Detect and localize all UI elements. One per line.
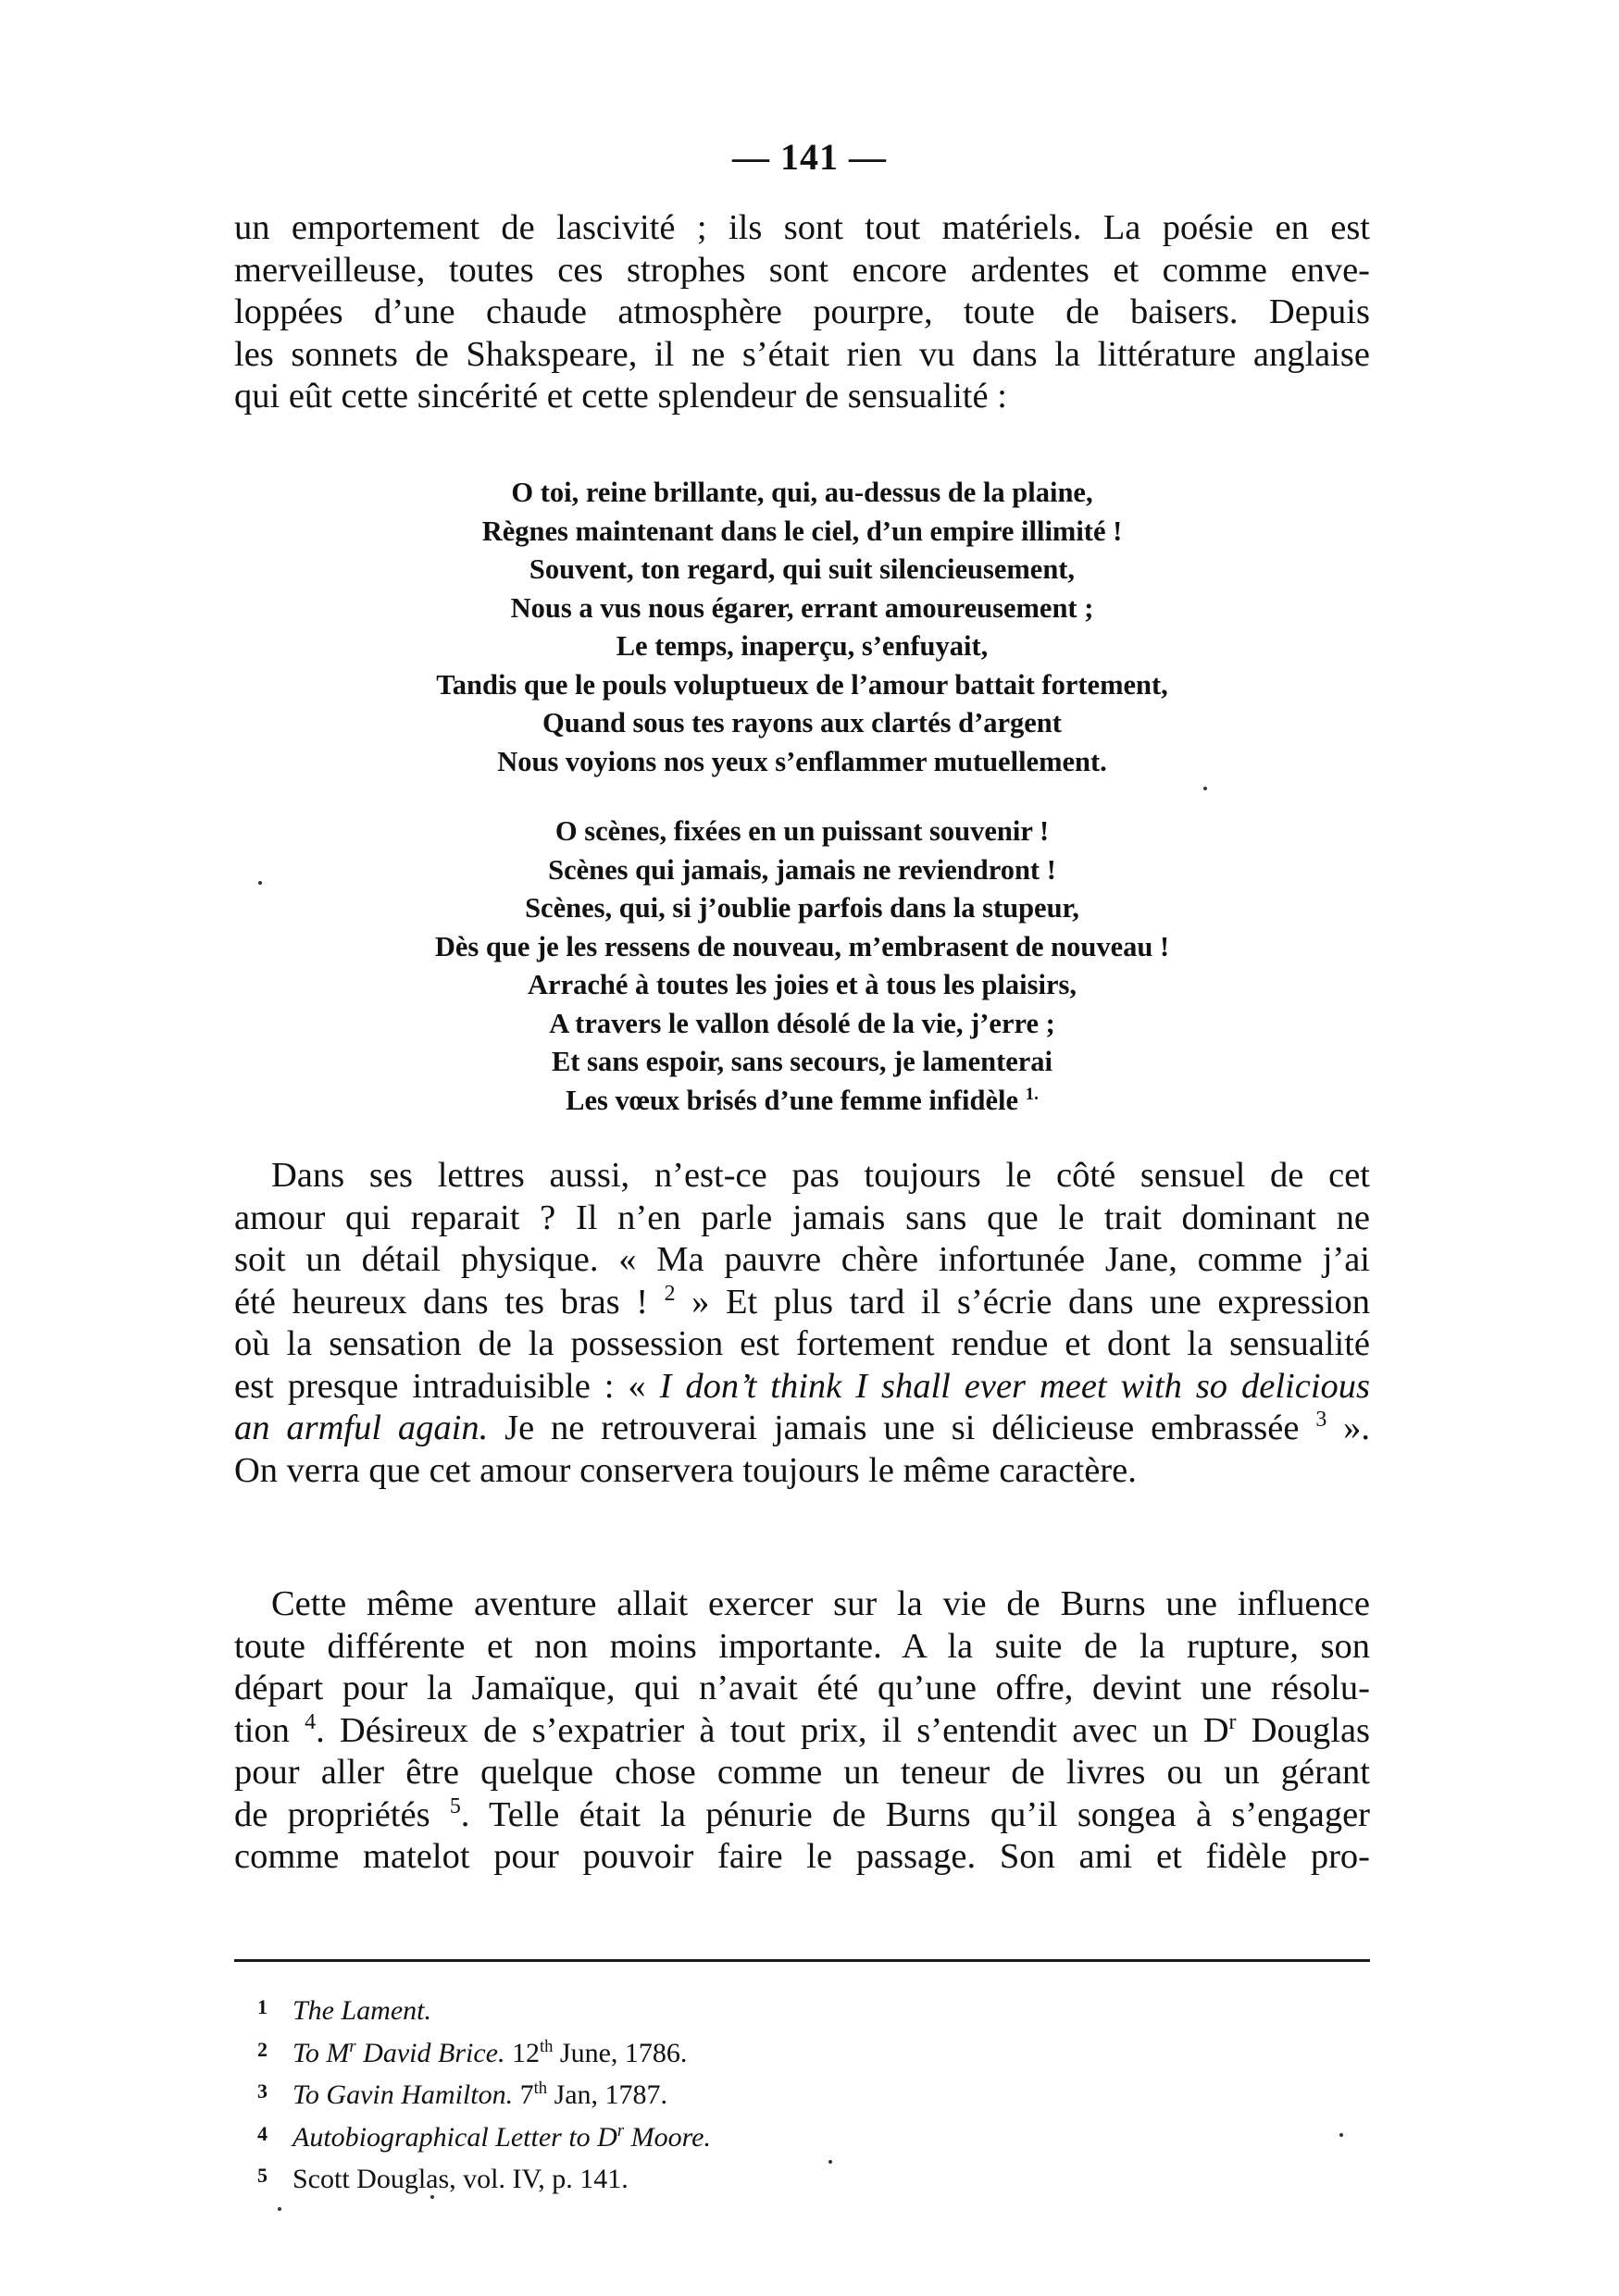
footnote-title: The Lament. [293, 1995, 431, 2026]
text-run: Je ne retrouverai jamais une si délicieuse embrassée [504, 1409, 1300, 1447]
paragraph-line: départ pour la Jamaïque, qui n’avait été qu’une offre, devint une résolu- [234, 1669, 1370, 1707]
page-number: — 141 — [732, 136, 887, 178]
footnote-title: David Brice. [363, 2037, 505, 2068]
footnote-number: 5 [257, 2164, 268, 2187]
footnote [257, 1988, 1368, 2030]
footnote [257, 2030, 1368, 2073]
paragraph-line: Cette même aventure allait exercer sur la vie de Burns une influence [271, 1584, 1370, 1623]
footnote-ref: 1. [1025, 1084, 1039, 1104]
poem-stanza-2 [234, 813, 1370, 1120]
paragraph-line: On verra que cet amour conservera toujours le même caractère. [234, 1450, 1137, 1490]
paragraph-line [234, 1710, 1370, 1753]
text-run: . Telle était la pénurie de Burns qu’il songea à s’engager [460, 1794, 1370, 1834]
verse-line: Scènes, qui, si j’oublie parfois dans la stupeur, [525, 892, 1079, 924]
text-run: Douglas [1251, 1710, 1371, 1750]
paragraph-2 [234, 1155, 1370, 1492]
paragraph-3 [234, 1583, 1370, 1879]
footnote [257, 2115, 1368, 2157]
verse-line: Règnes maintenant dans le ciel, d’un empire illimité ! [481, 515, 1123, 547]
superscript: th [539, 2036, 554, 2056]
text-run: . Désireux de s’expatrier à tout prix, il s’entendit avec un D [316, 1710, 1229, 1750]
scan-speck [828, 2160, 832, 2164]
footnote-date: Jan, 1787. [547, 2079, 668, 2110]
poem-stanza-1 [234, 474, 1370, 781]
text-run: de propriétés [234, 1794, 430, 1834]
footnote-date: June, 1786. [553, 2037, 688, 2068]
paragraph-1 [234, 207, 1370, 418]
text-run: » Et plus tard il s’écrie dans une expression [691, 1282, 1371, 1322]
verse-line: O scènes, fixées en un puissant souvenir ! [554, 815, 1050, 847]
paragraph-line: loppées d’une chaude atmosphère pourpre, toute de baisers. Depuis [234, 292, 1370, 331]
footnote [257, 2156, 1368, 2199]
text-run: est presque intraduisible : « [234, 1366, 646, 1406]
verse-line: Scènes qui jamais, jamais ne reviendront ! [548, 853, 1056, 886]
paragraph-line [234, 1794, 1370, 1837]
footnotes [257, 1988, 1368, 2199]
paragraph-line: un emportement de lascivité ; ils sont tout matériels. La poésie en est [234, 208, 1370, 247]
footnote-number: 2 [257, 2037, 268, 2061]
footnote-date: 12 [504, 2037, 540, 2068]
scan-speck [430, 2195, 434, 2199]
verse-line: Nous voyions nos yeux s’enflammer mutuellement. [497, 745, 1107, 777]
text-run: ». [1343, 1409, 1371, 1447]
paragraph-line [234, 1408, 1370, 1450]
paragraph-line: soit un détail physique. « Ma pauvre chère infortunée Jane, comme j’ai [234, 1240, 1370, 1279]
footnote-number: 3 [257, 2079, 268, 2103]
superscript: r [616, 2120, 625, 2141]
superscript: r [349, 2036, 356, 2056]
footnote-number: 1 [257, 1995, 268, 2018]
footnote-title: To Gavin Hamilton. [293, 2079, 514, 2110]
paragraph-line: comme matelot pour pouvoir faire le passage. Son ami et fidèle pro- [234, 1837, 1370, 1876]
text-run: été heureux dans tes bras ! [234, 1282, 649, 1322]
verse-line: A travers le vallon désolé de la vie, j’erre ; [549, 1007, 1055, 1039]
scan-speck [278, 2207, 281, 2211]
verse-line: O toi, reine brillante, qui, au-dessus de la plaine, [511, 477, 1093, 508]
verse-line: Le temps, inaperçu, s’enfuyait, [616, 630, 989, 662]
verse-line: Dès que je les ressens de nouveau, m’embrasent de nouveau ! [434, 930, 1170, 962]
verse-line-text: Les vœux brisés d’une femme infidèle [566, 1084, 1018, 1116]
scan-speck [258, 881, 262, 885]
footnote-ref: 4 [305, 1709, 317, 1734]
paragraph-line: amour qui reparait ? Il n’en parle jamais sans que le trait dominant ne [234, 1198, 1370, 1237]
footnote-ref: 3 [1315, 1408, 1327, 1433]
scan-speck [1203, 787, 1207, 790]
english-quote: an armful again. [234, 1409, 489, 1447]
footnote-date: 7 [513, 2079, 534, 2110]
paragraph-line: pour aller être quelque chose comme un teneur de livres ou un gérant [234, 1753, 1370, 1792]
footnote-title: To M [293, 2037, 350, 2068]
scan-speck [1339, 2133, 1343, 2137]
footnote-ref: 5 [449, 1793, 461, 1818]
superscript: th [533, 2079, 548, 2098]
paragraph-line: où la sensation de la possession est fortement rendue et dont la sensualité [234, 1324, 1370, 1363]
verse-line: Tandis que le pouls voluptueux de l’amour battait fortement, [436, 668, 1168, 701]
text-run: tion [234, 1710, 290, 1750]
verse-line: Souvent, ton regard, qui suit silencieusement, [529, 553, 1076, 585]
footnote-title: Moore. [630, 2121, 711, 2153]
paragraph-line: merveilleuse, toutes ces strophes sont encore ardentes et comme enve- [234, 250, 1370, 290]
footnote-divider [234, 1959, 1370, 1962]
verse-line: Quand sous tes rayons aux clartés d’argent [542, 707, 1062, 738]
verse-line: Arraché à toutes les joies et à tous les plaisirs, [528, 969, 1077, 1000]
verse-line [234, 1082, 1370, 1121]
footnote-ref: 2 [664, 1281, 676, 1306]
paragraph-line: qui eût cette sincérité et cette splendeur de sensualité : [234, 377, 1007, 416]
paragraph-line [234, 1282, 1370, 1324]
footnote-source: Scott Douglas, vol. IV, p. 141. [293, 2164, 629, 2194]
paragraph-line: toute différente et non moins importante. A la suite de la rupture, son [234, 1626, 1370, 1666]
paragraph-line: Dans ses lettres aussi, n’est-ce pas toujours le côté sensuel de cet [271, 1156, 1370, 1195]
paragraph-line [234, 1366, 1370, 1409]
verse-line: Nous a vus nous égarer, errant amoureusement ; [510, 591, 1094, 624]
footnote [257, 2072, 1368, 2115]
superscript: r [1228, 1709, 1237, 1734]
paragraph-line: les sonnets de Shakspeare, il ne s’était rien vu dans la littérature anglaise [234, 334, 1370, 374]
footnote-title: Autobiographical Letter to D [293, 2121, 617, 2153]
verse-line: Et sans espoir, sans secours, je lamenterai [551, 1046, 1053, 1077]
english-quote: I don’t think I shall ever meet with so delicious [659, 1366, 1370, 1406]
footnote-number: 4 [257, 2121, 268, 2145]
